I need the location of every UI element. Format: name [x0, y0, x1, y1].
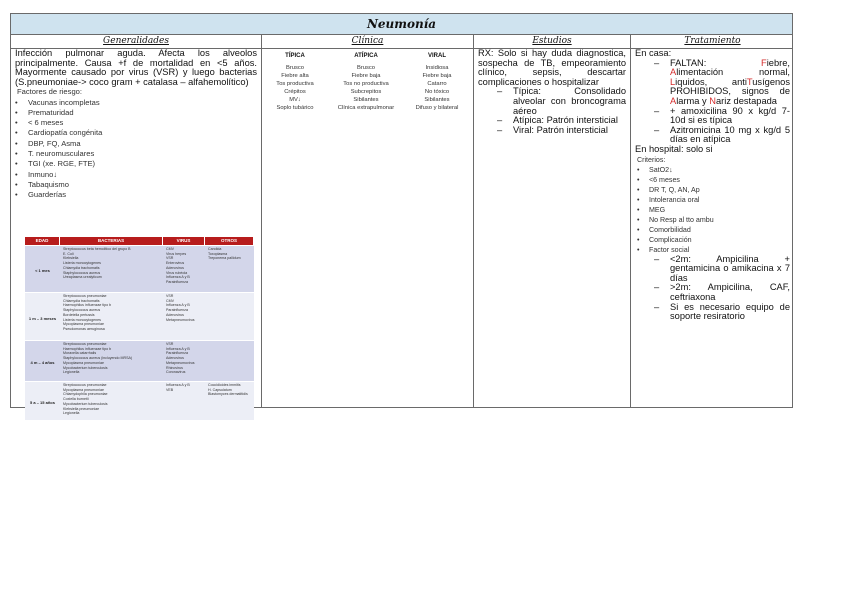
etiology-row [25, 341, 254, 381]
risk-factor-item: • Tabaquismo [11, 180, 261, 190]
etiology-entry: Parainfluenza [166, 351, 188, 356]
etiology-entry: Mycobacterium tuberculosis [63, 365, 108, 370]
generalidades-intro: Infección pulmonar aguda. Afecta los alveolos principalmente. Causa +f de mortalidad en <5 años. Mayormente causado por virus (VSR) y luego bacterias (S.pneumoniae-> coco gram + catalasa – alfahemolítico) [15, 48, 257, 87]
etiology-virus [166, 247, 204, 285]
etiology-entry: Mycoplasma pneumoniae [63, 387, 104, 392]
etiology-entry: Blastomyces dermatitidis [208, 392, 248, 397]
etiology-age: 5 a – 15 años [30, 400, 55, 405]
etiology-entry: E. Coli [63, 251, 74, 256]
etiology-entry: Toxoplasma [208, 251, 228, 256]
estudios-intro: RX: Solo si hay duda diagnostica, sospecha de TB, empeoramiento clínico, sepsis, descartar complicaciones o hospitalizar [478, 48, 626, 87]
etiology-entry: Ureaplasma urealyticum [63, 275, 102, 280]
clinica-sign: Catarro [427, 81, 447, 88]
etiology-entry: Chlamydia trachomatis [63, 265, 100, 270]
header-clinica: Clínica [262, 34, 474, 48]
etiology-entry: Chlamydophila pneumoniae [63, 392, 108, 397]
etiology-virus [166, 294, 204, 322]
casa-list [631, 59, 794, 145]
etiology-header: OTROS [205, 237, 253, 245]
clinica-sign: Difuso y bilateral [415, 105, 459, 112]
generalidades-column [11, 48, 262, 416]
clinica-sign: Insidiosa [425, 65, 449, 71]
etiology-entry: Enterovirus [166, 261, 185, 266]
clinica-sign: Tos no productiva [343, 81, 389, 88]
mnemonic-letter: T [746, 76, 753, 87]
etiology-entry: Listeria monocytogenes [63, 261, 101, 266]
estudios-list [474, 87, 630, 135]
etiology-header: VIRUS [163, 237, 204, 245]
etiology-entry: Treponema pallidum [208, 256, 241, 261]
etiology-row [25, 293, 254, 340]
etiology-entry: Influenza A y B [166, 303, 190, 308]
risk-factor-item: • T. neuromusculares [11, 149, 261, 159]
etiology-entry: Klebsiella [63, 256, 79, 261]
etiology-entry: VSR [166, 294, 174, 298]
etiology-entry: VEB [166, 387, 174, 392]
criterio-item: • No Resp al tto ambu [631, 215, 794, 225]
etiology-entry: H. Capsulatum [208, 387, 232, 392]
etiology-entry: Streptococcus beta hemolítico del grupo B [63, 247, 131, 251]
etiology-row [25, 246, 254, 292]
etiology-age: 1 m – 3 meses [28, 315, 57, 321]
clinica-sign: MV↓ [289, 97, 301, 104]
etiology-entry: Adenovirus [166, 356, 184, 361]
etiology-entry: Legionella [63, 370, 80, 375]
etiology-entry: Streptococcus pneumoniae [63, 383, 107, 387]
etiology-entry: Bordetella pertussis [63, 312, 95, 317]
criterio-item: • <6 meses [631, 175, 794, 185]
mnemonic-letter: A [670, 67, 677, 78]
etiology-entry: Haemophilus influenzae tipo b [63, 346, 112, 351]
faltan-item: – FALTAN: Fiebre, Alimentación normal, Liquidos, antiTusígenos PROHIBIDOS, signos de Alarma y Nariz destapada [631, 59, 794, 107]
risk-factor-list [11, 98, 261, 201]
estudio-item: – Típica: Consolidado alveolar con broncograma aéreo [474, 87, 630, 116]
clinica-sign: Fiebre baja [351, 73, 381, 80]
etiology-entry: Staphylococcus aureus (incluyendo MRSA) [63, 356, 133, 361]
etiology-virus [166, 342, 204, 375]
etiology-entry: Legionella [63, 411, 80, 416]
etiology-entry: Influenza A y B [166, 383, 190, 387]
criterio-item: • Comorbilidad [631, 225, 794, 235]
criterios-title: Criterios: [637, 155, 666, 164]
header-estudios: Estudios [474, 34, 631, 48]
criterio-item: • Factor social [631, 245, 794, 255]
risk-factor-item: • TGI (xe. RGE, FTE) [11, 159, 261, 169]
hospital-list [631, 255, 794, 322]
etiology-entry: CMV [166, 298, 174, 303]
column-headers [11, 34, 792, 49]
estudios-column [474, 49, 631, 407]
etiology-bacterias [63, 342, 161, 375]
clinica-col-header: VIRAL [428, 53, 446, 59]
header-generalidades: Generalidades [11, 34, 262, 48]
etiology-entry: Listeria monocytogenes [63, 317, 101, 322]
etiology-entry: VSR [166, 342, 174, 346]
etiology-entry: Staphylococcus aureus [63, 270, 101, 275]
etiology-entry: Virus rubéola [166, 270, 188, 275]
clinica-col-header: TÍPICA [285, 53, 305, 59]
clinica-sign: Subcrepitos [350, 89, 382, 96]
etiology-table [25, 237, 254, 454]
estudio-item: – Viral: Patrón intersticial [474, 126, 630, 136]
mnemonic-letter: N [709, 95, 716, 106]
casa-label: En casa: [635, 48, 672, 58]
clinica-sign: Sibilantes [424, 97, 450, 104]
clinica-sign: Brusco [285, 65, 305, 71]
etiology-entry: Coronavirus [166, 370, 186, 375]
clinica-sign: Crépitos [284, 89, 306, 96]
etiology-age: 4 m – 4 años [30, 360, 55, 365]
summary-table [10, 13, 793, 416]
etiology-entry: Staphylococcus aureus [63, 308, 101, 313]
clinica-viral-list [406, 64, 468, 113]
etiology-entry: Streptococcus pneumoniae [63, 294, 107, 298]
hospital-item: – <2m: Ampicilina + gentamicina o amikacina x 7 días [631, 255, 794, 284]
clinica-sign: Soplo tubárico [276, 105, 314, 112]
risk-factor-item: • Prematuridad [11, 108, 261, 118]
etiology-entry: Metapneumovirus [166, 317, 195, 322]
clinica-sign: No tóxico [424, 89, 450, 96]
casa-item: – + amoxicilina 90 x kg/d 7-10d si es típica [631, 107, 794, 126]
etiology-entry: Chlamydia trachomatis [63, 298, 100, 303]
etiology-entry: Rhinovirus [166, 365, 183, 370]
etiology-entry: VSR [166, 256, 174, 261]
header-tratamiento: Tratamiento [684, 36, 741, 46]
etiology-entry: Mycobacterium tuberculosis [63, 401, 108, 406]
clinica-tipica-list [264, 64, 326, 113]
clinica-sign: Clínica extrapulmonar [337, 105, 395, 112]
etiology-entry: Metapneumovirus [166, 360, 195, 365]
risk-factor-item: • DBP, FQ, Asma [11, 139, 261, 149]
clinica-sign: Tos productiva [276, 81, 314, 88]
etiology-entry: Haemophilus influenzae tipo b [63, 303, 112, 308]
mnemonic-letter: A [670, 95, 677, 106]
hospital-item: – Si es necesario equipo de soporte resiratorio [631, 303, 794, 322]
tratamiento-column [631, 49, 794, 407]
etiology-entry: Klebsiella pneumoniae [63, 406, 100, 411]
etiology-entry: Moraxella catarrhalis [63, 351, 97, 356]
etiology-otros [208, 383, 254, 397]
etiology-entry: Parainfluenza [166, 279, 188, 284]
etiology-header: EDAD [25, 237, 59, 245]
risk-title: Factores de riesgo: [17, 87, 82, 97]
criterio-item: • SatO2↓ [631, 165, 794, 175]
etiology-entry: Virus herpes [166, 251, 187, 256]
etiology-bacterias [63, 294, 161, 332]
clinica-col-header: ATÍPICA [354, 53, 378, 59]
mnemonic-letter: F [761, 57, 767, 68]
etiology-entry: Adenovirus [166, 312, 184, 317]
criterio-item: • MEG [631, 205, 794, 215]
etiology-entry: Parainfluenza [166, 308, 188, 313]
etiology-entry: Mycoplasma pneumoniae [63, 322, 104, 327]
risk-factor-item: • Inmuno↓ [11, 170, 261, 180]
criterios-list [631, 165, 794, 255]
clinica-sign: Fiebre baja [422, 73, 452, 80]
page-title: Neumonía [11, 14, 792, 35]
etiology-entry: Coxiella burnetii [63, 397, 89, 402]
criterio-item: • Intolerancia oral [631, 195, 794, 205]
etiology-entry: Influenza A y B [166, 275, 190, 280]
risk-factor-item: • Vacunas incompletas [11, 98, 261, 108]
hospital-label: En hospital: solo si [635, 143, 713, 154]
risk-factor-item: • Guarderías [11, 190, 261, 200]
etiology-entry: Candida [208, 247, 222, 251]
criterio-item: • Complicación [631, 235, 794, 245]
etiology-bacterias [63, 247, 161, 280]
etiology-bacterias [63, 383, 161, 416]
estudio-item: – Atípica: Patrón intersticial [474, 116, 630, 126]
clinica-sign: Brusco [356, 65, 376, 71]
etiology-header: BACTERIAS [60, 237, 162, 245]
risk-factor-item: • < 6 meses [11, 118, 261, 128]
etiology-entry: Influenza A y B [166, 346, 190, 351]
etiology-otros [208, 247, 254, 261]
casa-item: – Azitromicina 10 mg x kg/d 5 días en atípica [631, 126, 794, 145]
etiology-entry: CMV [166, 247, 174, 251]
clinica-column [262, 49, 474, 407]
criterio-item: • DR T, Q, AN, Ap [631, 185, 794, 195]
etiology-entry: Coccidioides immitis [208, 383, 241, 387]
mnemonic-letter: L [670, 76, 676, 87]
clinica-sign: Fiebre alta [281, 73, 309, 80]
etiology-entry: Mycoplasma pneumoniae [63, 360, 104, 365]
clinica-atipica-list [326, 64, 406, 113]
etiology-row [25, 382, 254, 420]
hospital-item: – >2m: Ampicilina, CAF, ceftriaxona [631, 283, 794, 302]
etiology-age: < 1 mes [35, 268, 50, 273]
etiology-entry: Adenovirus [166, 265, 184, 270]
etiology-entry: Pseudomonas aeruginosa [63, 326, 105, 331]
risk-factor-item: • Cardiopatía congénita [11, 128, 261, 138]
etiology-virus [166, 383, 204, 392]
clinica-sign: Sibilantes [353, 97, 379, 104]
etiology-entry: Streptococcus pneumoniae [63, 342, 107, 346]
